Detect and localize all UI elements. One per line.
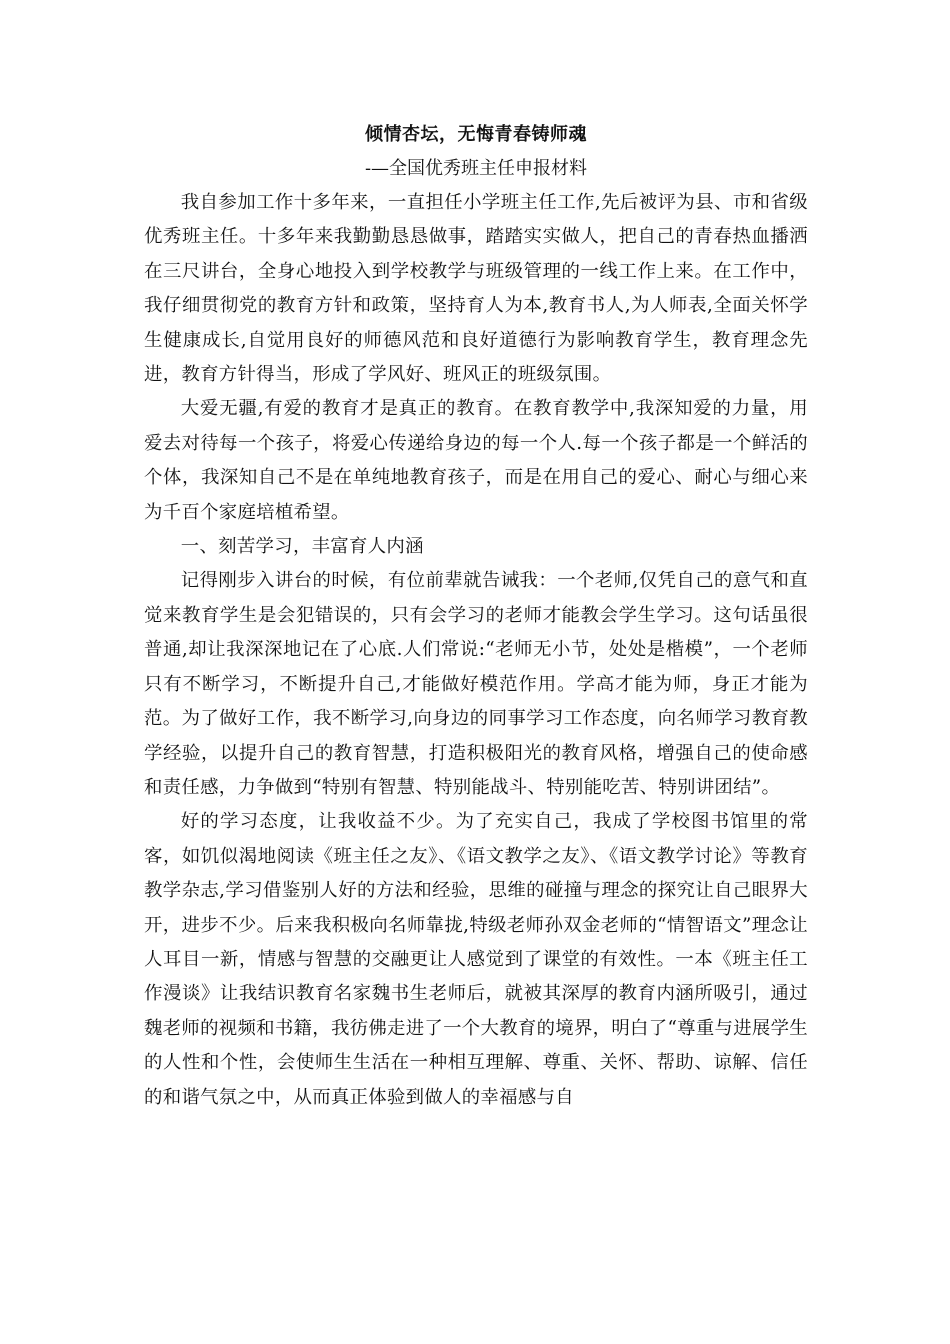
paragraph-love: 大爱无疆,有爱的教育才是真正的教育。在教育教学中,我深知爱的力量，用爱去对待每一个孩子，将爱心传递给身边的每一个人.每一个孩子都是一个鲜活的个体，我深知自己不是在单纯地教育孩子，而是在用自己的爱心、耐心与细心来为千百个家庭培植希望。: [144, 398, 808, 523]
document-subtitle: -—全国优秀班主任申报材料: [364, 158, 588, 179]
document-title: 倾情杏坛，无悔青春铸师魂: [365, 124, 587, 145]
paragraph-learning: 记得刚步入讲台的时候，有位前辈就告诫我：一个老师,仅凭自己的意气和直觉来教育学生是会犯错误的，只有会学习的老师才能教会学生学习。这句话虽很普通,却让我深深地记在了心底.人们常说:“老师无小节，处处是楷模”，一个老师只有不断学习，不断提升自己,才能做好模范作用。学高才能为师，身正才能为范。为了做好工作，我不断学习,向身边的同事学习工作态度，向名师学习教育教学经验，以提升自己的教育智慧，打造积极阳光的教育风格，增强自己的使命感和责任感，力争做到“特别有智慧、特别能战斗、特别能吃苦、特别讲团结”。: [144, 570, 808, 798]
paragraph-intro: 我自参加工作十多年来，一直担任小学班主任工作,先后被评为县、市和省级优秀班主任。十多年来我勤勤恳恳做事，踏踏实实做人，把自己的青春热血播洒在三尺讲台，全身心地投入到学校教学与班级管理的一线工作上来。在工作中，我仔细贯彻党的教育方针和政策，坚持育人为本,教育书人,为人师表,全面关怀学生健康成长,自觉用良好的师德风范和良好道德行为影响教育学生，教育理念先进，教育方针得当，形成了学风好、班风正的班级氛围。: [144, 192, 808, 386]
document-page: [144, 118, 808, 1115]
section-heading-1: 一、刻苦学习，丰富育人内涵: [180, 536, 424, 558]
paragraph-reading: 好的学习态度，让我收益不少。为了充实自己，我成了学校图书馆里的常客，如饥似渴地阅读《班主任之友》、《语文教学之友》、《语文教学讨论》等教育教学杂志,学习借鉴别人好的方法和经验，思维的碰撞与理念的探究让自己眼界大开，进步不少。后来我积极向名师靠拢,特级老师孙双金老师的“情智语文”理念让人耳目一新，情感与智慧的交融更让人感觉到了课堂的有效性。一本《班主任工作漫谈》让我结识教育名家魏书生老师后，就被其深厚的教育内涵所吸引，通过魏老师的视频和书籍，我彷佛走进了一个大教育的境界，明白了“尊重与进展学生的人性和个性，会使师生生活在一种相互理解、尊重、关怀、帮助、谅解、信任的和谐气氛之中，从而真正体验到做人的幸福感与自: [144, 811, 808, 1108]
